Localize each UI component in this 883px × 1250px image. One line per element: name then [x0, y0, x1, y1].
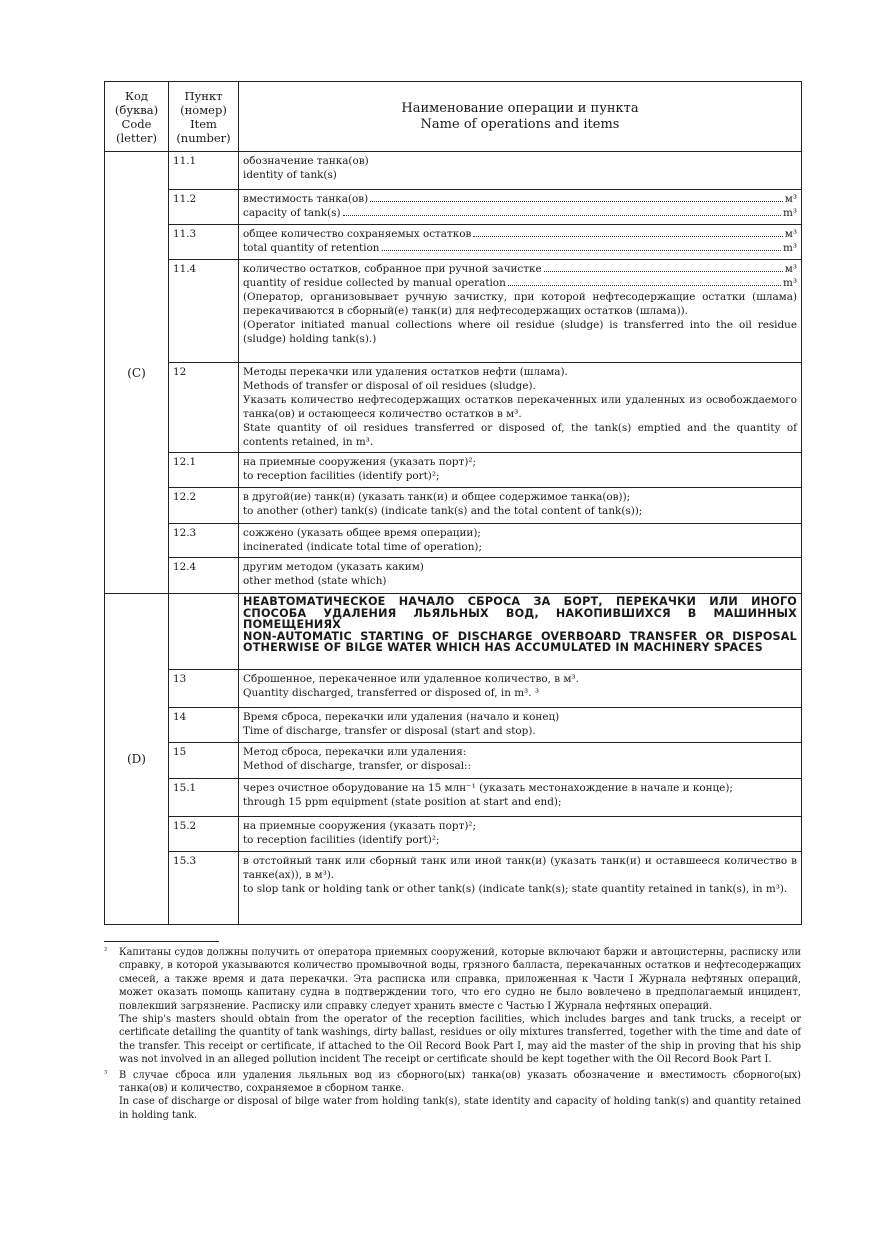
item-text-en: through 15 ppm equipment (state position at start and end); [243, 796, 562, 808]
table-row [105, 558, 802, 594]
item-text-en: capacity of tank(s) [243, 207, 341, 219]
item-text-ru: на приемные сооружения (указать порт)²; [243, 456, 477, 468]
item-description [239, 260, 802, 363]
table-header-row [105, 82, 802, 152]
item-number: 12 [169, 363, 239, 453]
item-number: 12.3 [169, 524, 239, 558]
section-d-heading-en: NON-AUTOMATIC STARTING OF DISCHARGE OVERBOARD TRANSFER OR DISPOSAL OTHERWISE OF BILGE WATER WHICH HAS ACCUMULATED IN MACHINERY SPACES [243, 629, 797, 654]
unit-label: m³ [782, 242, 797, 254]
item-description [239, 852, 802, 925]
item-number: 15 [169, 743, 239, 779]
section-c-code: (C) [105, 152, 169, 594]
item-text-en: incinerated (indicate total time of operation); [243, 541, 482, 553]
item-text-ru: обозначение танка(ов) [243, 155, 369, 167]
item-number [169, 594, 239, 670]
table-row [105, 670, 802, 708]
item-number: 15.1 [169, 779, 239, 817]
item-text-en: to slop tank or holding tank or other tank(s) (indicate tank(s); state quantity retained in tank(s), in m³). [243, 883, 788, 895]
item-description [239, 670, 802, 708]
table-row [105, 743, 802, 779]
table-row [105, 594, 802, 670]
item-number: 13 [169, 670, 239, 708]
item-number: 15.3 [169, 852, 239, 925]
footnote-text-en: In case of discharge or disposal of bilge water from holding tank(s), state identity and capacity of holding tank(s) and quantity retained in holding tank. [119, 1096, 801, 1121]
item-description [239, 779, 802, 817]
item-text-ru: другим методом (указать каким) [243, 561, 424, 573]
item-text-ru: сожжено (указать общее время операции); [243, 527, 481, 539]
item-text-en: identity of tank(s) [243, 169, 337, 181]
item-note-ru: Указать количество нефтесодержащих остатков перекаченных или удаленных из освобождаемого танка(ов) и остающееся количество остатков в м³. [243, 394, 797, 420]
item-text-ru: в другой(ие) танк(и) (указать танк(и) и общее содержимое танка(ов)); [243, 491, 631, 503]
footnote-mark: ³ [104, 1068, 108, 1078]
item-text-ru: Время сброса, перекачки или удаления (начало и конец) [243, 711, 560, 723]
table-row [105, 225, 802, 260]
table-row [105, 779, 802, 817]
item-text-ru: на приемные сооружения (указать порт)²; [243, 820, 477, 832]
item-number: 11.2 [169, 190, 239, 225]
table-row [105, 852, 802, 925]
name-header-ru: Наименование операции и пункта [401, 100, 639, 116]
item-text-en: to reception facilities (identify port)²; [243, 470, 440, 482]
item-text-ru: Сброшенное, перекаченное или удаленное количество, в м³. [243, 673, 579, 685]
operations-table [104, 81, 802, 925]
table-row [105, 152, 802, 190]
table-row [105, 817, 802, 852]
unit-label: m³ [782, 277, 797, 289]
item-description [239, 190, 802, 225]
name-column-header [239, 82, 802, 152]
item-description [239, 152, 802, 190]
item-text-ru: количество остатков, собранное при ручной зачистке [243, 263, 542, 275]
table-row [105, 488, 802, 524]
item-note-en: (Operator initiated manual collections where oil residue (sludge) is transferred into the oil residue (sludge) holding tank(s).) [243, 319, 797, 345]
item-text-en: other method (state which) [243, 575, 387, 587]
item-text-ru: Метод сброса, перекачки или удаления: [243, 746, 467, 758]
item-text-ru: общее количество сохраняемых остатков [243, 228, 472, 240]
item-description [239, 817, 802, 852]
item-note-ru: (Оператор, организовывает ручную зачистку, при которой нефтесодержащие остатки (шлама) перекачиваются в сборный(е) танк(и) для нефтесодержащих остатков (шлама)). [243, 291, 797, 317]
unit-label: м³ [784, 228, 797, 240]
item-text-en: to reception facilities (identify port)²; [243, 834, 440, 846]
item-text-ru: через очистное оборудование на 15 млн⁻¹ (указать местонахождение в начале и конце); [243, 782, 733, 794]
item-column-header: Пункт (номер) Item (number) [169, 82, 239, 152]
unit-label: м³ [784, 193, 797, 205]
item-number: 12.2 [169, 488, 239, 524]
item-description [239, 363, 802, 453]
table-row [105, 524, 802, 558]
footnote-3 [104, 1069, 801, 1123]
item-description [239, 708, 802, 743]
item-number: 14 [169, 708, 239, 743]
footnotes [104, 946, 801, 1124]
item-text-en: to another (other) tank(s) (indicate tank(s) and the total content of tank(s)); [243, 505, 643, 517]
item-text-ru: Методы перекачки или удаления остатков нефти (шлама). [243, 366, 568, 378]
item-description [239, 488, 802, 524]
footnote-2 [104, 946, 801, 1067]
item-number: 15.2 [169, 817, 239, 852]
item-text-en: total quantity of retention [243, 242, 380, 254]
item-text-ru: в отстойный танк или сборный танк или иной танк(и) (указать танк(и) и оставшееся количество в танке(ах)), в м³). [243, 855, 797, 881]
table-row [105, 190, 802, 225]
item-number: 12.4 [169, 558, 239, 594]
item-number: 11.1 [169, 152, 239, 190]
unit-label: м³ [784, 263, 797, 275]
unit-label: m³ [782, 207, 797, 219]
table-row [105, 708, 802, 743]
footnote-mark: ² [104, 946, 108, 955]
code-column-header: Код (буква) Code (letter) [105, 82, 169, 152]
item-description [239, 743, 802, 779]
item-text-en: quantity of residue collected by manual operation [243, 277, 506, 289]
section-d-heading [239, 594, 802, 670]
item-number: 12.1 [169, 453, 239, 488]
name-header-en: Name of operations and items [420, 116, 620, 132]
item-description [239, 524, 802, 558]
item-text-en: Method of discharge, transfer, or disposal:: [243, 760, 472, 772]
table-row [105, 363, 802, 453]
item-description [239, 558, 802, 594]
table-row [105, 453, 802, 488]
item-text-en: Methods of transfer or disposal of oil residues (sludge). [243, 380, 536, 392]
item-text-en: Quantity discharged, transferred or disposed of, in m³. ³ [243, 687, 539, 699]
section-d-code: (D) [105, 594, 169, 925]
item-description [239, 453, 802, 488]
section-d-heading-ru: НЕАВТОМАТИЧЕСКОЕ НАЧАЛО СБРОСА ЗА БОРТ, ПЕРЕКАЧКИ ИЛИ ИНОГО СПОСОБА УДАЛЕНИЯ ЛЬЯЛЬНЫХ ВОД, НАКОПИВШИХСЯ В МАШИННЫХ ПОМЕЩЕНИЯХ [243, 595, 797, 631]
item-number: 11.4 [169, 260, 239, 363]
item-description [239, 225, 802, 260]
item-number: 11.3 [169, 225, 239, 260]
footnote-text-ru: В случае сброса или удаления льяльных вод из сборного(ых) танка(ов) указать обозначение и вместимость сборного(ых) танка(ов) и количество, сохраняемое в сборном танке. [119, 1069, 801, 1095]
footnote-text-ru: Капитаны судов должны получить от оператора приемных сооружений, которые включают баржи и автоцистерны, расписку или справку, в которой указываются количество промывочной воды, грязного балласта, перекачанных остатков и нефтесодержащих смесей, а также время и дата перекачки. Эта расписка или справка, приложенная к Части I Журнала нефтяных операций, может оказать помощь капитану судна в подтверждении того, что его судно не было вовлечено в предполагаемый инцидент, повлекший загрязнение. Расписку или справку следует хранить вместе с Частью I Журнала нефтяных операций. [119, 947, 801, 1012]
footnote-text-en: The ship's masters should obtain from the operator of the reception facilities, which includes barges and tank trucks, a receipt or certificate detailing the quantity of tank washings, dirty ballast, residues or oily mixtures transferred, together with the time and date of the transfer. This receipt or certificate, if attached to the Oil Record Book Part I, may aid the master of the ship in proving that his ship was not involved in an alleged pollution incident The receipt or certificate should be kept together with the Oil Record Book Part I. [119, 1014, 801, 1066]
table-row [105, 260, 802, 363]
item-text-en: Time of discharge, transfer or disposal (start and stop). [243, 725, 536, 737]
footnote-divider [104, 941, 219, 942]
item-text-ru: вместимость танка(ов) [243, 193, 369, 205]
item-note-en: State quantity of oil residues transferred or disposed of, the tank(s) emptied and the quantity of contents retained, in m³. [243, 422, 797, 448]
